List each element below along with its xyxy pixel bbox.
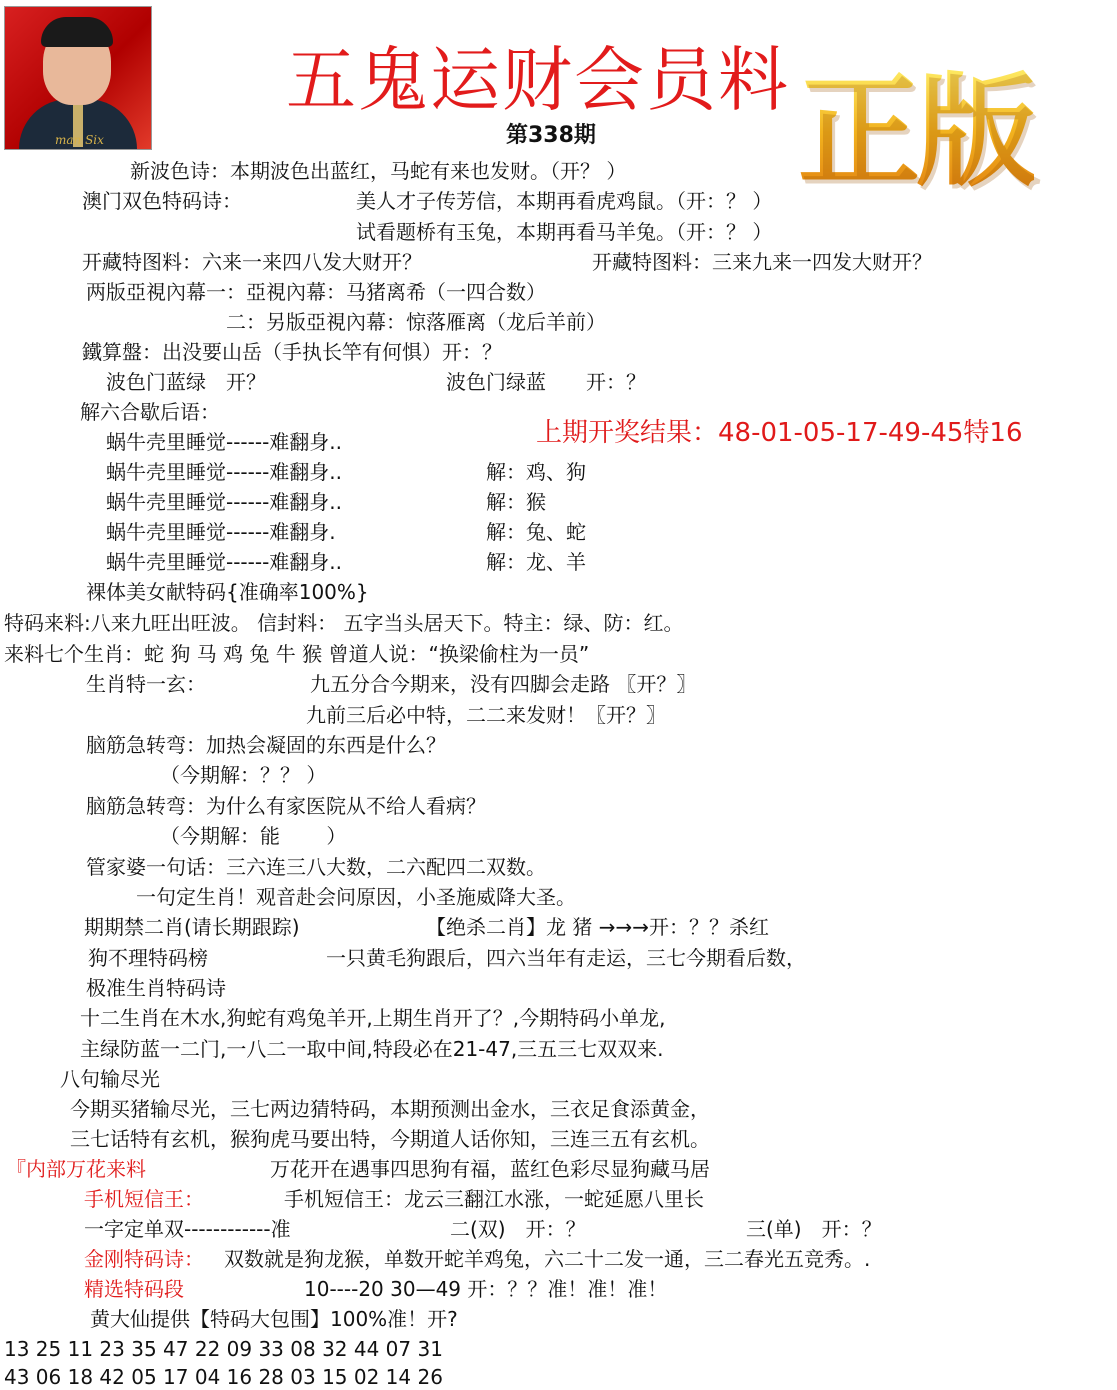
eight-lines-label: 八句输尽光 bbox=[60, 1067, 160, 1091]
dog-list-label: 狗不理特码榜 bbox=[88, 946, 208, 970]
issue-number: 第338期 bbox=[506, 123, 596, 148]
macau-poem-label: 澳门双色特码诗： bbox=[82, 189, 242, 213]
zodiac-mystery-line2: 九前三后必中特，二二来发财！〖开？〗 bbox=[306, 703, 666, 727]
brain-teaser-2: 脑筋急转弯：为什么有家医院从不给人看病？ bbox=[86, 794, 486, 818]
diamond-poem-value: 双数就是狗龙猴，单数开蛇羊鸡兔，六二十二发一通，三二春光五竞秀。. bbox=[224, 1247, 871, 1271]
ban-two-label: 期期禁二肖(请长期跟踪) bbox=[84, 915, 300, 939]
accuracy-line: 裸体美女献特码{准确率100%} bbox=[86, 580, 369, 604]
wanhua-value: 万花开在遇事四思狗有福，蓝红色彩尽显狗藏马居 bbox=[270, 1157, 710, 1181]
brain-teaser-1-answer: （今期解：？？ ） bbox=[160, 763, 327, 787]
special-source-line: 特码来料:八来九旺出旺波。 信封料： 五字当头居天下。特主：绿、防：红。 bbox=[4, 611, 684, 635]
odd-even-label: 一字定单双------------准 bbox=[84, 1217, 291, 1241]
zodiac-mystery-line1: 九五分合今期来，没有四脚会走路 〖开？〗 bbox=[310, 672, 697, 696]
genuine-badge: 正版 bbox=[798, 61, 1034, 203]
new-wave-poem: 新波色诗：本期波色出蓝红，马蛇有来也发财。（开？ ） bbox=[130, 159, 627, 183]
photo-caption: man Six bbox=[55, 133, 104, 147]
number-row-1: 13 25 11 23 35 47 22 09 33 08 32 44 07 31 bbox=[4, 1337, 443, 1361]
riddle-line-1: 蜗牛壳里睡觉------难翻身.. bbox=[106, 430, 343, 454]
riddle-answer-3: 解：猴 bbox=[486, 490, 546, 514]
riddle-line-4: 蜗牛壳里睡觉------难翻身. bbox=[106, 520, 336, 544]
riddle-line-5: 蜗牛壳里睡觉------难翻身.. bbox=[106, 550, 343, 574]
atv-inside-2: 二：另版亞視內幕：惊落雁离（龙后羊前） bbox=[226, 310, 606, 334]
one-zodiac-line: 一句定生肖！观音赴会问原因，小圣施威降大圣。 bbox=[136, 885, 576, 909]
wave-door-right: 波色门绿蓝 开：？ bbox=[446, 370, 646, 394]
big-cover-line: 黄大仙提供【特码大包围】100%准！开? bbox=[90, 1307, 458, 1331]
brain-teaser-2-answer: （今期解：能 ） bbox=[160, 824, 347, 848]
atv-inside-1: 两版亞視內幕一：亞視內幕：马猪离希（一四合数） bbox=[86, 280, 546, 304]
riddle-line-3: 蜗牛壳里睡觉------难翻身.. bbox=[106, 490, 343, 514]
avatar-photo bbox=[4, 6, 152, 150]
riddle-line-2: 蜗牛壳里睡觉------难翻身.. bbox=[106, 460, 343, 484]
selected-range-label: 精选特码段 bbox=[84, 1277, 184, 1301]
abacus-line: 鐵算盤：出没要山岳（手执长竿有何惧）开：？ bbox=[82, 340, 502, 364]
riddle-answer-5: 解：龙、羊 bbox=[486, 550, 586, 574]
hidden-pic-right: 开藏特图料：三来九来一四发大财开？ bbox=[592, 250, 932, 274]
precise-poem-label: 极准生肖特码诗 bbox=[86, 976, 226, 1000]
hidden-pic-left: 开藏特图料：六来一来四八发大财开？ bbox=[82, 250, 422, 274]
selected-range-value: 10----20 30—49 开：？？准！准！准！ bbox=[304, 1277, 668, 1301]
last-result: 上期开奖结果：48-01-05-17-49-45特16 bbox=[536, 418, 1023, 448]
riddle-heading: 解六合歇后语： bbox=[80, 400, 220, 424]
seven-zodiac-line: 来料七个生肖：蛇 狗 马 鸡 兔 牛 猴 曾道人说：“换梁偷柱为一员” bbox=[4, 642, 590, 666]
page-title: 五鬼运财会员料 bbox=[286, 39, 790, 121]
riddle-answer-4: 解：兔、蛇 bbox=[486, 520, 586, 544]
macau-poem-line2: 试看题桥有玉兔，本期再看马羊兔。（开：？ ） bbox=[356, 220, 773, 244]
precise-poem-line1: 十二生肖在木水,狗蛇有鸡兔羊开,上期生肖开了？,今期特码小单龙, bbox=[80, 1006, 666, 1030]
sms-king-label: 手机短信王： bbox=[84, 1187, 204, 1211]
wave-door-left: 波色门蓝绿 开？ bbox=[106, 370, 266, 394]
riddle-answer-2: 解：鸡、狗 bbox=[486, 460, 586, 484]
housekeeper-line: 管家婆一句话：三六连三八大数，二六配四二双数。 bbox=[86, 855, 546, 879]
odd-even-single: 三(单) 开：？ bbox=[746, 1217, 882, 1241]
precise-poem-line2: 主绿防蓝一二门,一八二一取中间,特段必在21-47,三五三七双双来. bbox=[80, 1037, 664, 1061]
ban-two-value: 【绝杀二肖】龙 猪 →→→开：？？杀红 bbox=[426, 915, 769, 939]
number-row-2: 43 06 18 42 05 17 04 16 28 03 15 02 14 26 bbox=[4, 1365, 443, 1389]
hair-shape bbox=[41, 17, 113, 47]
sms-king-value: 手机短信王：龙云三翻江水涨，一蛇延愿八里长 bbox=[284, 1187, 704, 1211]
diamond-poem-label: 金刚特码诗： bbox=[84, 1247, 204, 1271]
brain-teaser-1: 脑筋急转弯：加热会凝固的东西是什么？ bbox=[86, 733, 446, 757]
eight-lines-1: 今期买猪输尽光，三七两边猜特码，本期预测出金水，三衣足食添黄金， bbox=[70, 1097, 710, 1121]
zodiac-mystery-label: 生肖特一玄： bbox=[86, 672, 206, 696]
dog-list-value: 一只黄毛狗跟后，四六当年有走运，三七今期看后数， bbox=[326, 946, 806, 970]
macau-poem-line1: 美人才子传芳信，本期再看虎鸡鼠。（开：？ ） bbox=[356, 189, 773, 213]
eight-lines-2: 三七话特有玄机，猴狗虎马要出特，今期道人话你知，三连三五有玄机。 bbox=[70, 1127, 710, 1151]
odd-even-double: 二(双) 开：？ bbox=[450, 1217, 586, 1241]
wanhua-label: 『内部万花来料 bbox=[6, 1157, 146, 1181]
